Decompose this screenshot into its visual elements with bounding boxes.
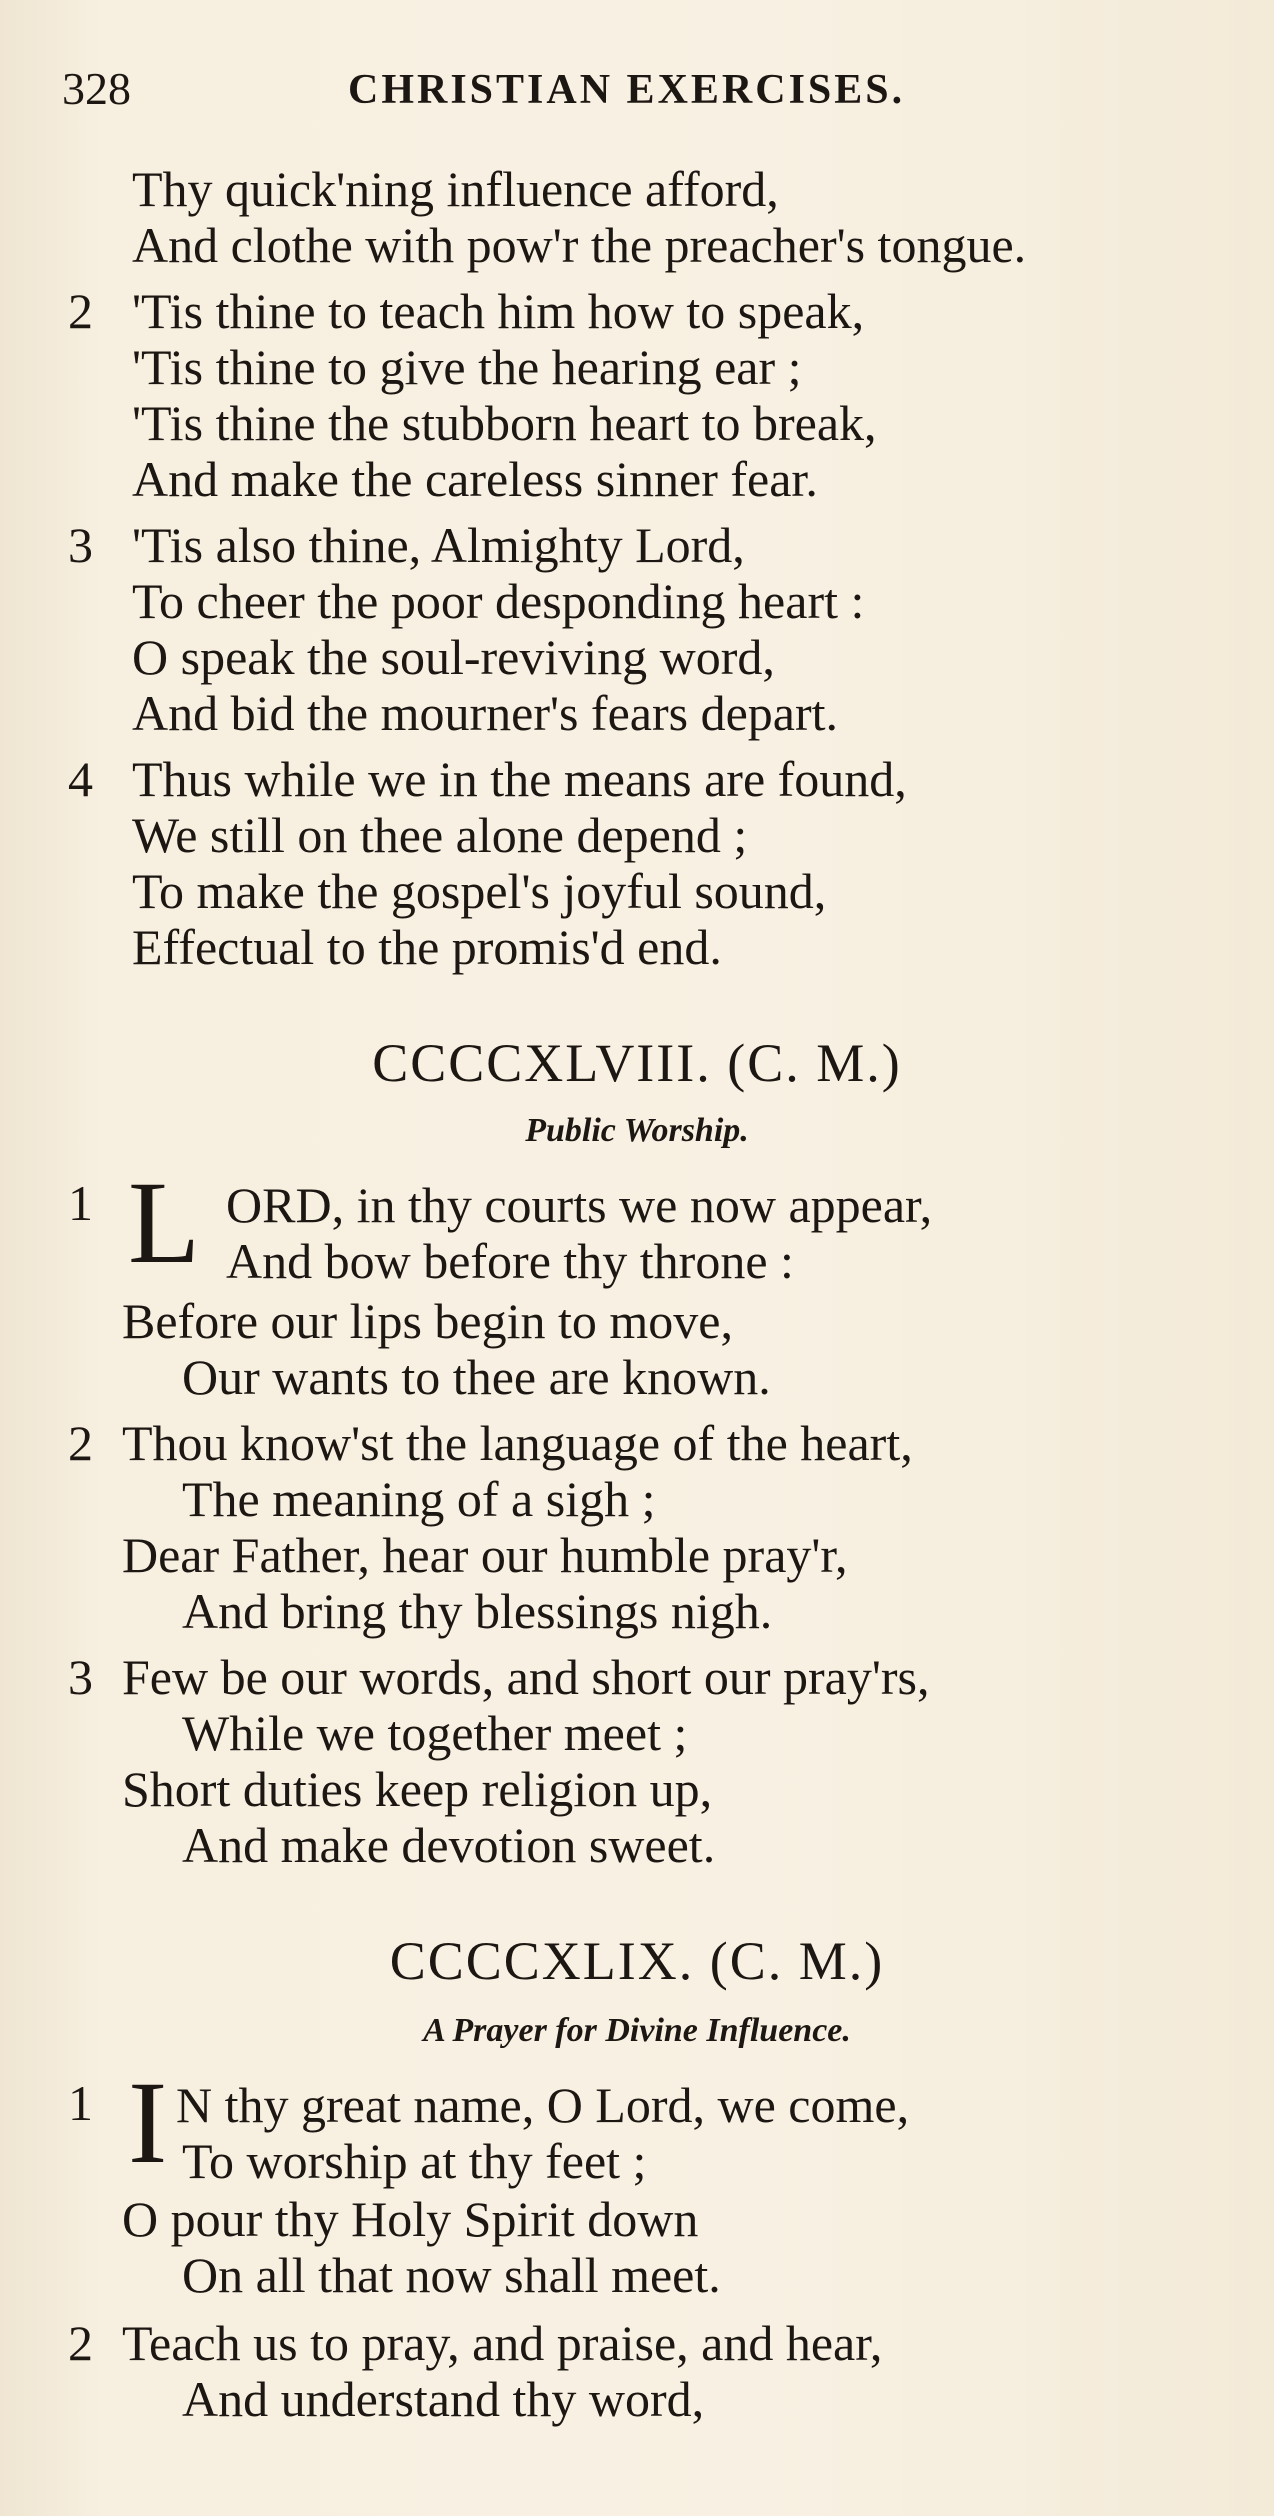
- stanza-number: 1: [68, 2075, 93, 2131]
- verse-line: 'Tis also thine, Almighty Lord,: [132, 517, 745, 573]
- verse-line: And bow before thy throne :: [226, 1233, 794, 1289]
- drop-cap: L: [128, 1157, 201, 1288]
- verse-line: To make the gospel's joyful sound,: [132, 863, 827, 919]
- verse-line: And make devotion sweet.: [182, 1817, 716, 1873]
- verse-line: The meaning of a sigh ;: [182, 1471, 656, 1527]
- verse-line: O speak the soul-reviving word,: [132, 629, 775, 685]
- verse-line: While we together meet ;: [182, 1705, 688, 1761]
- verse-line: ORD, in thy courts we now appear,: [226, 1177, 933, 1233]
- verse-line: N thy great name, O Lord, we come,: [176, 2077, 910, 2133]
- stanza-number: 4: [68, 751, 93, 807]
- stanza-number: 2: [68, 2315, 93, 2371]
- verse-line: On all that now shall meet.: [182, 2247, 721, 2303]
- hymn-number: CCCCXLVIII. (C. M.): [372, 1033, 902, 1093]
- stanza-number: 3: [68, 1649, 93, 1705]
- verse-line: And bring thy blessings nigh.: [182, 1583, 773, 1639]
- verse-line: Thus while we in the means are found,: [132, 751, 907, 807]
- verse-line: 'Tis thine to teach him how to speak,: [132, 283, 865, 339]
- hymn-subtitle: Public Worship.: [525, 1112, 749, 1149]
- stanza-number: 2: [68, 283, 93, 339]
- page-number: 328: [62, 63, 131, 114]
- verse-line: And make the careless sinner fear.: [132, 451, 818, 507]
- drop-cap: I: [128, 2057, 168, 2188]
- running-title: CHRISTIAN EXERCISES.: [348, 67, 906, 113]
- verse-line: Before our lips begin to move,: [122, 1293, 733, 1349]
- page-header: [62, 62, 1212, 122]
- verse-line: 'Tis thine to give the hearing ear ;: [132, 339, 802, 395]
- hymn-number: CCCCXLIX. (C. M.): [389, 1931, 885, 1991]
- verse-line: Dear Father, hear our humble pray'r,: [122, 1527, 848, 1583]
- verse-line: Few be our words, and short our pray'rs,: [122, 1649, 930, 1705]
- verse-line: O pour thy Holy Spirit down: [122, 2191, 699, 2247]
- verse-line: Effectual to the promis'd end.: [132, 919, 722, 975]
- stanza-number: 3: [68, 517, 93, 573]
- verse-line: Teach us to pray, and praise, and hear,: [122, 2315, 883, 2371]
- verse-line: Our wants to thee are known.: [182, 1349, 771, 1405]
- verse-line: We still on thee alone depend ;: [132, 807, 748, 863]
- stanza-number: 1: [68, 1175, 93, 1231]
- verse-line: And bid the mourner's fears depart.: [132, 685, 839, 741]
- verse-line: To cheer the poor desponding heart :: [132, 573, 865, 629]
- verse-line: Thy quick'ning influence afford,: [132, 161, 779, 217]
- verse-line: And understand thy word,: [182, 2371, 705, 2427]
- verse-line: And clothe with pow'r the preacher's tongue.: [132, 217, 1027, 273]
- verse-line: To worship at thy feet ;: [182, 2133, 647, 2189]
- verse-line: Short duties keep religion up,: [122, 1761, 713, 1817]
- verse-line: 'Tis thine the stubborn heart to break,: [132, 395, 877, 451]
- stanza-number: 2: [68, 1415, 93, 1471]
- verse-line: Thou know'st the language of the heart,: [122, 1415, 913, 1471]
- hymn-subtitle: A Prayer for Divine Influence.: [423, 2012, 851, 2049]
